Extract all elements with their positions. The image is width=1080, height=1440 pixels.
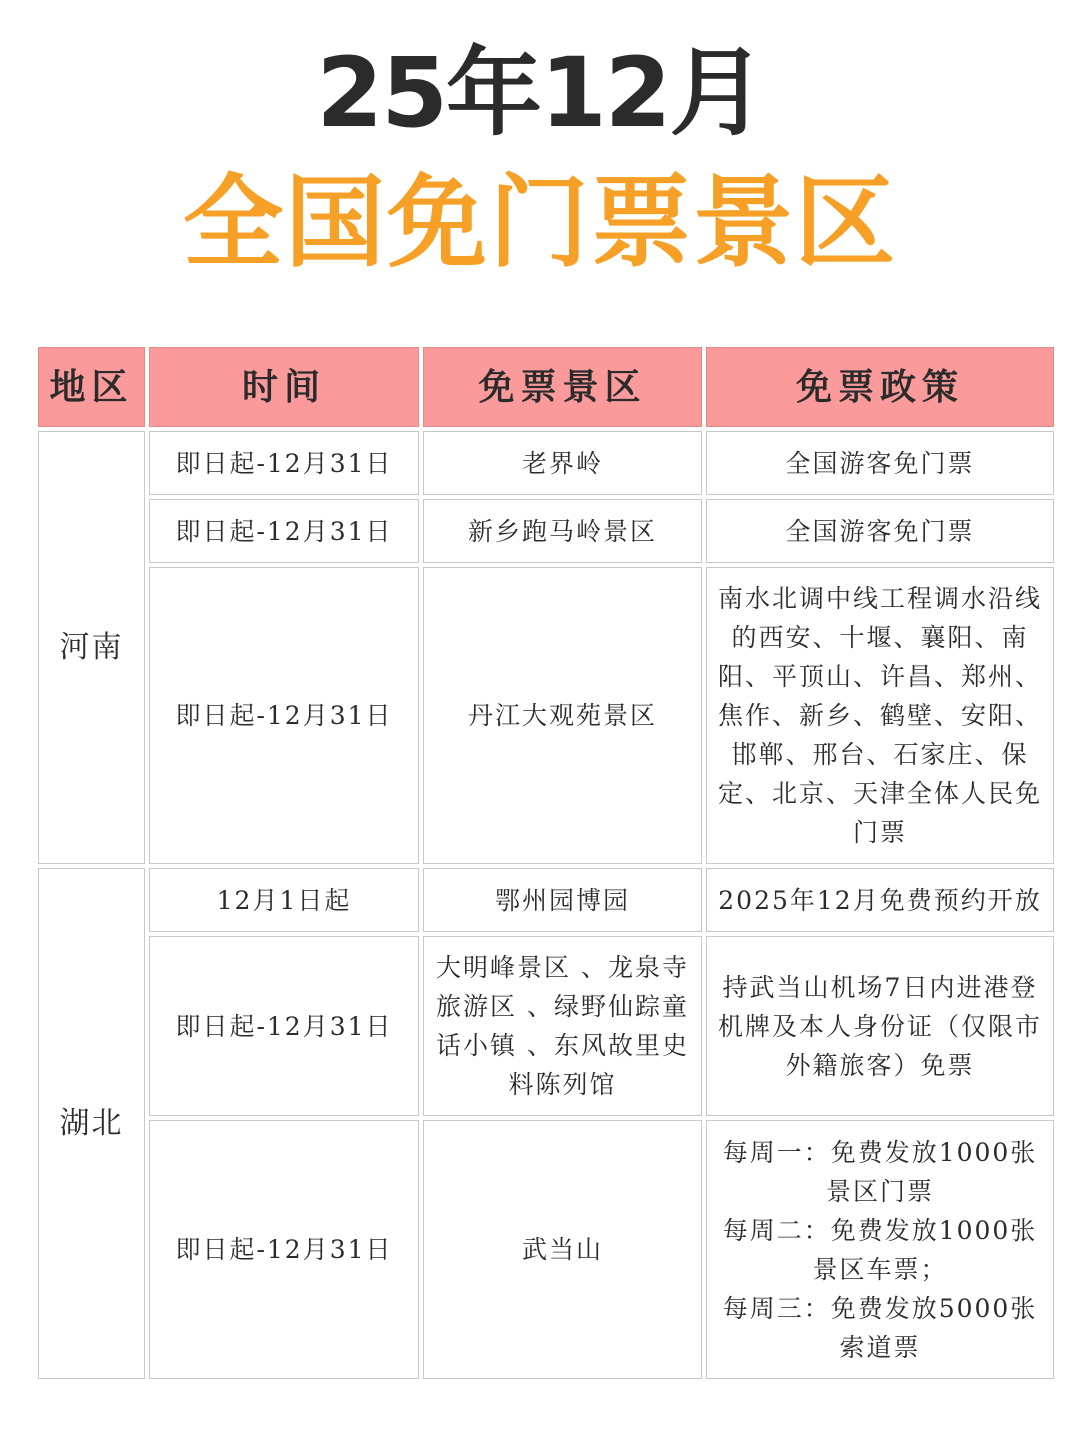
table-row-3-spot: 丹江大观苑景区	[423, 567, 702, 864]
table-row-1-policy: 全国游客免门票	[706, 431, 1054, 495]
page-title-main: 全国免门票景区	[183, 164, 897, 281]
table-row-6-policy	[706, 1120, 1054, 1379]
region-henan: 河南	[38, 431, 145, 864]
table-row-6-spot: 武当山	[423, 1120, 702, 1379]
table-row-1-spot: 老界岭	[423, 431, 702, 495]
header-time: 时间	[149, 347, 419, 427]
table-row-2-spot: 新乡跑马岭景区	[423, 499, 702, 563]
table-row-5-spot: 大明峰景区 、龙泉寺旅游区 、绿野仙踪童话小镇 、东风故里史料陈列馆	[423, 936, 702, 1116]
page-title-date: 25年12月	[316, 37, 764, 149]
header-policy: 免票政策	[706, 347, 1054, 427]
header-spot: 免票景区	[423, 347, 702, 427]
table-row-6-time: 即日起-12月31日	[149, 1120, 419, 1379]
table-row-4-spot: 鄂州园博园	[423, 868, 702, 932]
region-hubei: 湖北	[38, 868, 145, 1379]
table-row-4-time: 12月1日起	[149, 868, 419, 932]
table-row-2-policy: 全国游客免门票	[706, 499, 1054, 563]
table-row-5-policy: 持武当山机场7日内进港登机牌及本人身份证（仅限市外籍旅客）免票	[706, 936, 1054, 1116]
table-row-2-time: 即日起-12月31日	[149, 499, 419, 563]
policy-line-wednesday: 每周三：免费发放5000张索道票	[722, 1293, 1038, 1362]
table-row-5-time: 即日起-12月31日	[149, 936, 419, 1116]
table-row-3-time: 即日起-12月31日	[149, 567, 419, 864]
policy-line-tuesday: 每周二：免费发放1000张景区车票；	[722, 1215, 1038, 1284]
table-row-4-policy: 2025年12月免费预约开放	[706, 868, 1054, 932]
policy-line-monday: 每周一：免费发放1000张景区门票	[722, 1137, 1038, 1206]
table-row-3-policy: 南水北调中线工程调水沿线的西安、十堰、襄阳、南阳、平顶山、许昌、郑州、焦作、新乡、鹤壁、安阳、邯郸、邢台、石家庄、保定、北京、天津全体人民免门票	[706, 567, 1054, 864]
header-region: 地区	[38, 347, 145, 427]
table-row-1-time: 即日起-12月31日	[149, 431, 419, 495]
